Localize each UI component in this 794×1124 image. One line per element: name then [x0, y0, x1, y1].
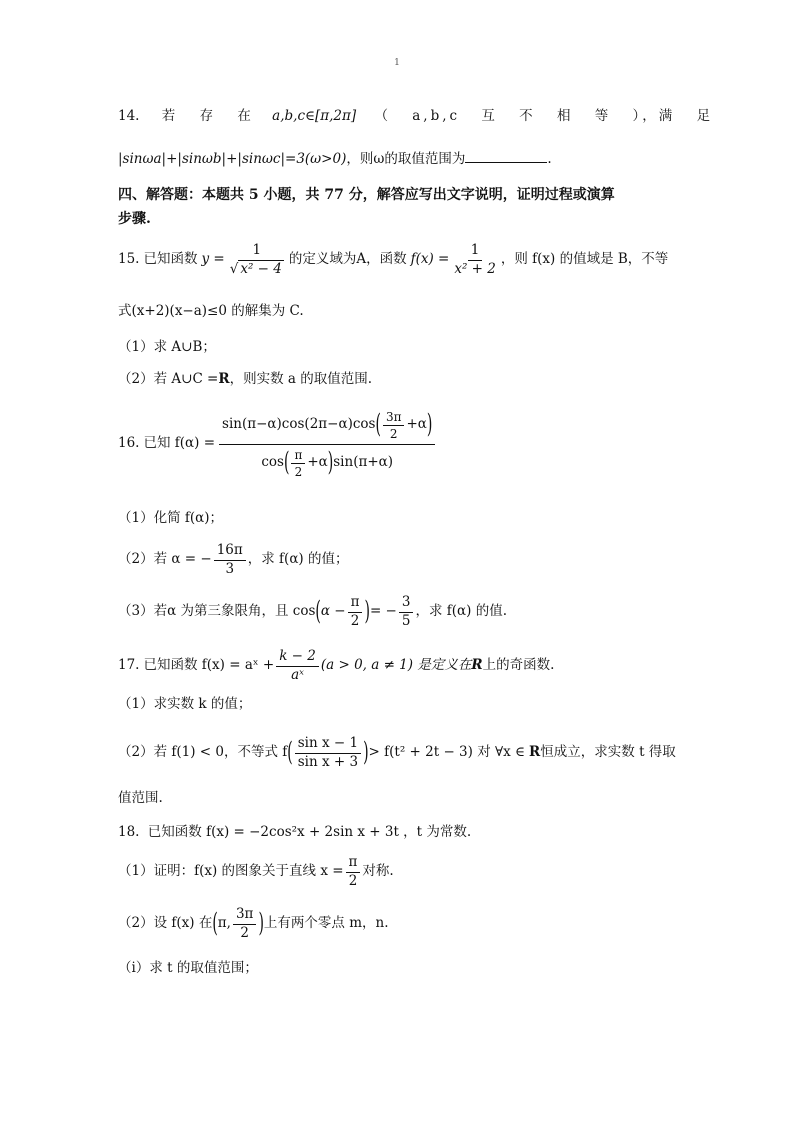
q17-part2-R: R — [529, 744, 541, 761]
q17-part2-line2: 值范围. — [118, 790, 163, 806]
q18-part2: （2）设 f(x) 在 ( π, $\frac{3\pi}{2}$ ) 上有两个零点 m，n. — [118, 906, 389, 941]
q16-part1: （1）化简 f(α)； — [118, 510, 224, 526]
q14-tail: ，则ω的取值范围为 — [346, 151, 466, 167]
q14-parenthetical: （ a,b,c 互 不 相 等 ），满 足 — [374, 108, 714, 124]
q15-number: 15. — [118, 251, 140, 268]
q17-fraction: $\frac{k - 2}{\text{aˣ}}$ — [276, 650, 319, 682]
q17-part2: （2）若 f(1) < 0，不等式 f ( $\frac{\text{sin x − 1}}{\text{sin x + 3}}$ ) > f(t² + 2t − 3) 对 ∀x ∈ R 恒成立，求实数 t 得取 — [118, 735, 676, 770]
q15-text1: 已知函数 — [143, 251, 198, 268]
q16-part3-value-fraction: $\frac{3}{5}$ — [399, 596, 414, 628]
q15-fraction-2 — [451, 244, 499, 276]
q14-condition: a,b,c∈[π,2π] — [272, 108, 357, 124]
q15-text3: ，则 f(x) 的值域是 B，不等 — [500, 251, 669, 268]
q14-equation: |sinωa|+|sinωb|+|sinωc|=3(ω>0) — [118, 151, 347, 167]
q14-line2 — [118, 152, 552, 167]
q15-fraction-2-numerator: 1 — [468, 244, 483, 261]
q14-answer-blank[interactable] — [465, 152, 547, 163]
q16-part3-angle-fraction: $\frac{\pi}{2}$ — [348, 596, 363, 628]
q15-text2: 的定义域为A，函数 — [288, 251, 407, 268]
q15-fraction-1 — [227, 244, 287, 276]
q16-number: 16. — [118, 435, 140, 452]
q16-numerator: sin(π−α)cos(2π−α)cos ( $\frac{3\pi}{2}$ +α ) — [219, 411, 435, 445]
q16-denominator-fraction: $\frac{\pi}{2}$ — [291, 449, 305, 478]
q15-fraction-1-denominator: √ x² − 4 — [229, 260, 282, 277]
q16-line1 — [118, 404, 437, 484]
q16-numerator-fraction: $\frac{3\pi}{2}$ — [383, 411, 405, 440]
q14-number: 14. — [118, 108, 140, 124]
q17-number: 17. — [118, 657, 140, 674]
q16-part2: （2）若 α = − $\frac{16\pi}{3}$ ，求 f(α) 的值； — [118, 542, 349, 577]
page-number: 1 — [394, 58, 400, 68]
q15-fraction-2-denominator: x² + 2 — [454, 260, 496, 277]
q17-R: R — [471, 657, 483, 674]
q14-end: . — [547, 151, 552, 167]
q15-part2-R: R — [218, 371, 230, 387]
q14-line1 — [118, 108, 714, 124]
q17-part1: （1）求实数 k 的值； — [118, 696, 252, 712]
q14-lead: 若 存 在 — [161, 108, 254, 124]
q16-lhs: 已知 f(α) = — [143, 435, 216, 452]
q18-part2-fraction: $\frac{3\pi}{2}$ — [233, 908, 256, 940]
q16-part2-fraction: $\frac{16\pi}{3}$ — [214, 544, 246, 576]
q15-line2: 式(x+2)(x−a)≤0 的解集为 C. — [118, 303, 304, 319]
q15-part2: （2）若 A∪C =R，则实数 a 的取值范围. — [118, 371, 373, 387]
q18-line1: 18. 已知函数 f(x) = −2cos²x + 2sin x + 3t ，t 为常数. — [118, 824, 472, 840]
q18-number: 18. — [118, 824, 140, 840]
q16-main-fraction — [219, 411, 435, 478]
q18-part1-fraction: $\frac{\pi}{2}$ — [346, 856, 361, 888]
q15-part1: （1）求 A∪B； — [118, 339, 216, 355]
q18-part1: （1）证明：f(x) 的图象关于直线 x = $\frac{\pi}{2}$ 对称. — [118, 854, 394, 889]
q15-line1 — [118, 240, 668, 280]
q17-line1: 17. 已知函数 f(x) = aˣ + $\frac{k - 2}{\text{aˣ}}$ (a > 0, a ≠ 1) 是定义在 R 上的奇函数. — [118, 648, 555, 683]
q16-part3: （3）若α 为第三象限角，且 cos ( α − $\frac{\pi}{2}$ ) = − $\frac{3}{5}$ ，求 f(α) 的值. — [118, 594, 507, 629]
q15-fraction-1-numerator: 1 — [249, 244, 264, 261]
section4-heading-line2: 步骤. — [118, 211, 151, 227]
q15-f-expr: f(x) = — [410, 251, 450, 268]
q16-denominator: cos ( $\frac{\pi}{2}$ +α ) sin(π+α) — [261, 447, 394, 479]
section4-heading-line1: 四、解答题：本题共 5 小题，共 77 分，解答应写出文字说明，证明过程或演算 — [118, 187, 615, 203]
q15-y-expr: y = — [201, 251, 225, 268]
q17-part2-fraction: $\frac{\text{sin x − 1}}{\text{sin x + 3}}$ — [295, 737, 361, 769]
q18-part2-i: （ⅰ）求 t 的取值范围； — [118, 960, 258, 976]
